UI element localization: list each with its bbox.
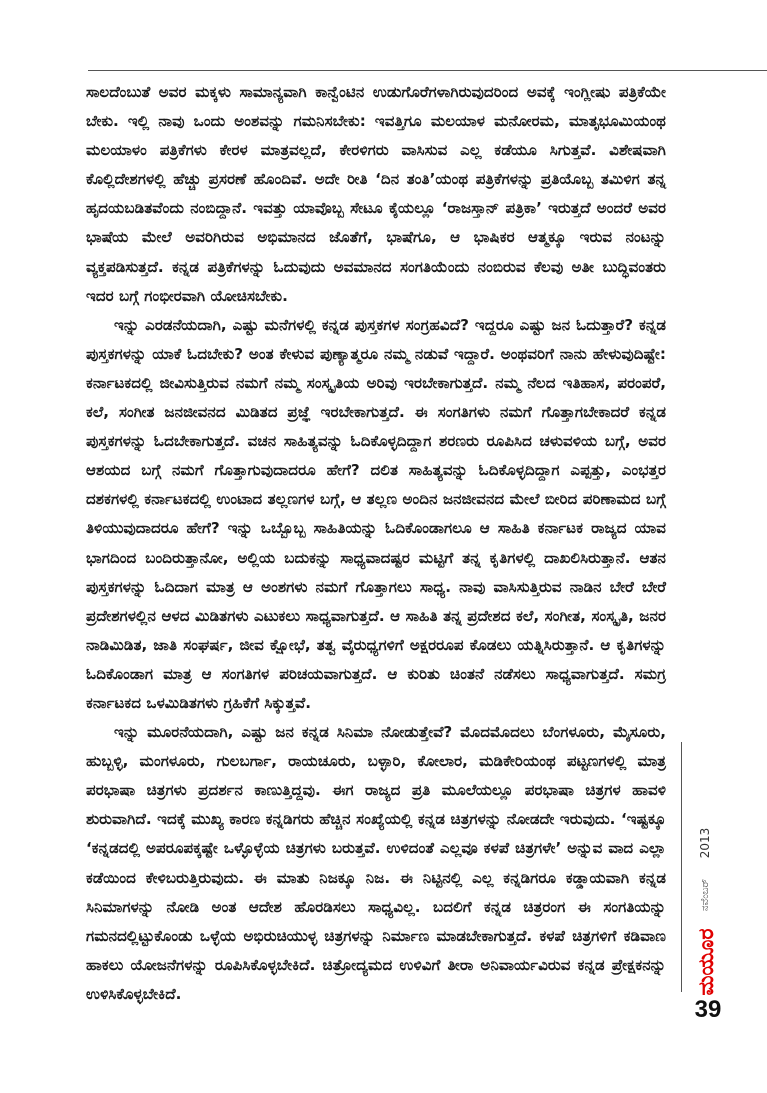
page-number: 39 bbox=[694, 996, 722, 1023]
article-body bbox=[86, 78, 666, 1009]
paragraph-2: ಇನ್ನು ಎರಡನೆಯದಾಗಿ, ಎಷ್ಟು ಮನೆಗಳಲ್ಲಿ ಕನ್ನಡ ಪುಸ್ತಕಗಳ ಸಂಗ್ರಹವಿದೆ? ಇದ್ದರೂ ಎಷ್ಟು ಜನ ಓದುತ್ತಾರೆ? ಕನ್ನಡ ಪುಸ್ತಕಗಳನ್ನು ಯಾಕೆ ಓದಬೇಕು? ಅಂತ ಕೇಳುವ ಪುಣ್ಯಾತ್ಮರೂ ನಮ್ಮ ನಡುವೆ ಇದ್ದಾರೆ. ಅಂಥವರಿಗೆ ನಾನು ಹೇಳುವುದಿಷ್ಟೇ: ಕರ್ನಾಟಕದಲ್ಲಿ ಜೀವಿಸುತ್ತಿರುವ ನಮಗೆ ನಮ್ಮ ಸಂಸ್ಕೃತಿಯ ಅರಿವು ಇರಬೇಕಾಗುತ್ತದೆ. ನಮ್ಮ ನೆಲದ ಇತಿಹಾಸ, ಪರಂಪರೆ, ಕಲೆ, ಸಂಗೀತ ಜನಜೀವನದ ಮಿಡಿತದ ಪ್ರಜ್ಞೆ ಇರಬೇಕಾಗುತ್ತದೆ. ಈ ಸಂಗತಿಗಳು ನಮಗೆ ಗೊತ್ತಾಗಬೇಕಾದರೆ ಕನ್ನಡ ಪುಸ್ತಕಗಳನ್ನು ಓದಬೇಕಾಗುತ್ತದೆ. ವಚನ ಸಾಹಿತ್ಯವನ್ನು ಓದಿಕೊಳ್ಳದಿದ್ದಾಗ ಶರಣರು ರೂಪಿಸಿದ ಚಳುವಳಿಯ ಬಗ್ಗೆ, ಅವರ ಆಶಯದ ಬಗ್ಗೆ ನಮಗೆ ಗೊತ್ತಾಗುವುದಾದರೂ ಹೇಗೆ? ದಲಿತ ಸಾಹಿತ್ಯವನ್ನು ಓದಿಕೊಳ್ಳದಿದ್ದಾಗ ಎಪ್ಪತ್ತು, ಎಂಭತ್ತರ ದಶಕಗಳಲ್ಲಿ ಕರ್ನಾಟಕದಲ್ಲಿ ಉಂಟಾದ ತಲ್ಲಣಗಳ ಬಗ್ಗೆ, ಆ ತಲ್ಲಣ ಅಂದಿನ ಜನಜೀವನದ ಮೇಲೆ ಬೀರಿದ ಪರಿಣಾಮದ ಬಗ್ಗೆ ತಿಳಿಯುವುದಾದರೂ ಹೇಗೆ? ಇನ್ನು ಒಬ್ಬೊಬ್ಬ ಸಾಹಿತಿಯನ್ನು ಓದಿಕೊಂಡಾಗಲೂ ಆ ಸಾಹಿತಿ ಕರ್ನಾಟಕ ರಾಜ್ಯದ ಯಾವ ಭಾಗದಿಂದ ಬಂದಿರುತ್ತಾನೋ, ಅಲ್ಲಿಯ ಬದುಕನ್ನು ಸಾಧ್ಯವಾದಷ್ಟರ ಮಟ್ಟಿಗೆ ತನ್ನ ಕೃತಿಗಳಲ್ಲಿ ದಾಖಲಿಸಿರುತ್ತಾನೆ. ಆತನ ಪುಸ್ತಕಗಳನ್ನು ಓದಿದಾಗ ಮಾತ್ರ ಆ ಅಂಶಗಳು ನಮಗೆ ಗೊತ್ತಾಗಲು ಸಾಧ್ಯ. ನಾವು ವಾಸಿಸುತ್ತಿರುವ ನಾಡಿನ ಬೇರೆ ಬೇರೆ ಪ್ರದೇಶಗಳಲ್ಲಿನ ಆಳದ ಮಿಡಿತಗಳು ಎಟುಕಲು ಸಾಧ್ಯವಾಗುತ್ತದೆ. ಆ ಸಾಹಿತಿ ತನ್ನ ಪ್ರದೇಶದ ಕಲೆ, ಸಂಗೀತ, ಸಂಸ್ಕೃತಿ, ಜನರ ನಾಡಿಮಿಡಿತ, ಜಾತಿ ಸಂಘರ್ಷ, ಜೀವ ಕ್ಷೋಭೆ, ತತ್ವ ವೈರುಧ್ಯಗಳಿಗೆ ಅಕ್ಷರರೂಪ ಕೊಡಲು ಯತ್ನಿಸಿರುತ್ತಾನೆ. ಆ ಕೃತಿಗಳನ್ನು ಓದಿಕೊಂಡಾಗ ಮಾತ್ರ ಆ ಸಂಗತಿಗಳ ಪರಿಚಯವಾಗುತ್ತದೆ. ಆ ಕುರಿತು ಚಿಂತನೆ ನಡೆಸಲು ಸಾಧ್ಯವಾಗುತ್ತದೆ. ಸಮಗ್ರ ಕರ್ನಾಟಕದ ಒಳಮಿಡಿತಗಳು ಗ್ರಹಿಕೆಗೆ ಸಿಕ್ಕುತ್ತವೆ. bbox=[86, 315, 666, 712]
issue-sidebar bbox=[688, 760, 722, 1000]
magazine-logo: ಮಯೂರ bbox=[693, 928, 718, 996]
issue-month: ನವೆಂಬರ್ bbox=[699, 878, 711, 912]
header-rule bbox=[88, 70, 767, 71]
paragraph-3: ಇನ್ನು ಮೂರನೆಯದಾಗಿ, ಎಷ್ಟು ಜನ ಕನ್ನಡ ಸಿನಿಮಾ ನೋಡುತ್ತೇವೆ? ಮೊದಮೊದಲು ಬೆಂಗಳೂರು, ಮೈಸೂರು, ಹುಬ್ಬಳ್ಳಿ, ಮಂಗಳೂರು, ಗುಲಬರ್ಗಾ, ರಾಯಚೂರು, ಬಳ್ಳಾರಿ, ಕೋಲಾರ, ಮಡಿಕೇರಿಯಂಥ ಪಟ್ಟಣಗಳಲ್ಲಿ ಮಾತ್ರ ಪರಭಾಷಾ ಚಿತ್ರಗಳು ಪ್ರದರ್ಶನ ಕಾಣುತ್ತಿದ್ದವು. ಈಗ ರಾಜ್ಯದ ಪ್ರತಿ ಮೂಲೆಯಲ್ಲೂ ಪರಭಾಷಾ ಚಿತ್ರಗಳ ಹಾವಳಿ ಶುರುವಾಗಿದೆ. ಇದಕ್ಕೆ ಮುಖ್ಯ ಕಾರಣ ಕನ್ನಡಿಗರು ಹೆಚ್ಚಿನ ಸಂಖ್ಯೆಯಲ್ಲಿ ಕನ್ನಡ ಚಿತ್ರಗಳನ್ನು ನೋಡದೇ ಇರುವುದು. ‘ಇಷ್ಟಕ್ಕೂ ‘ಕನ್ನಡದಲ್ಲಿ ಅಪರೂಪಕ್ಕಷ್ಟೇ ಒಳ್ಳೊಳ್ಳೆಯ ಚಿತ್ರಗಳು ಬರುತ್ತವೆ. ಉಳಿದಂತೆ ಎಲ್ಲವೂ ಕಳಪೆ ಚಿತ್ರಗಳೇ’ ಅನ್ನುವ ವಾದ ಎಲ್ಲಾ ಕಡೆಯಿಂದ ಕೇಳಿಬರುತ್ತಿರುವುದು. ಈ ಮಾತು ನಿಜಕ್ಕೂ ನಿಜ. ಈ ನಿಟ್ಟಿನಲ್ಲಿ ಎಲ್ಲ ಕನ್ನಡಿಗರೂ ಕಡ್ಡಾಯವಾಗಿ ಕನ್ನಡ ಸಿನಿಮಾಗಳನ್ನು ನೋಡಿ ಅಂತ ಆದೇಶ ಹೊರಡಿಸಲು ಸಾಧ್ಯವಿಲ್ಲ. ಬದಲಿಗೆ ಕನ್ನಡ ಚಿತ್ರರಂಗ ಈ ಸಂಗತಿಯನ್ನು ಗಮನದಲ್ಲಿಟ್ಟುಕೊಂಡು ಒಳ್ಳೆಯ ಅಭಿರುಚಿಯುಳ್ಳ ಚಿತ್ರಗಳನ್ನು ನಿರ್ಮಾಣ ಮಾಡಬೇಕಾಗುತ್ತದೆ. ಕಳಪೆ ಚಿತ್ರಗಳಿಗೆ ಕಡಿವಾಣ ಹಾಕಲು ಯೋಜನೆಗಳನ್ನು ರೂಪಿಸಿಕೊಳ್ಳಬೇಕಿದೆ. ಚಿತ್ರೋದ್ಯಮದ ಉಳಿವಿಗೆ ತೀರಾ ಅನಿವಾರ್ಯವಿರುವ ಕನ್ನಡ ಪ್ರೇಕ್ಷಕನನ್ನು ಉಳಿಸಿಕೊಳ್ಳಬೇಕಿದೆ. bbox=[86, 723, 666, 1003]
paragraph-1: ಸಾಲದೆಂಬುತೆ ಅವರ ಮಕ್ಕಳು ಸಾಮಾನ್ಯವಾಗಿ ಕಾನ್ವೆಂಟಿನ ಉಡುಗೊರೆಗಳಾಗಿರುವುದರಿಂದ ಅವಕ್ಕೆ ಇಂಗ್ಲೀಷು ಪತ್ರಿಕೆಯೇ ಬೇಕು. ಇಲ್ಲಿ ನಾವು ಒಂದು ಅಂಶವನ್ನು ಗಮನಿಸಬೇಕು: ಇವತ್ತಿಗೂ ಮಲಯಾಳ ಮನೋರಮ, ಮಾತೃಭೂಮಿಯಂಥ ಮಲಯಾಳಂ ಪತ್ರಿಕೆಗಳು ಕೇರಳ ಮಾತ್ರವಲ್ಲದೆ, ಕೇರಳಿಗರು ವಾಸಿಸುವ ಎಲ್ಲ ಕಡೆಯೂ ಸಿಗುತ್ತವೆ. ವಿಶೇಷವಾಗಿ ಕೊಲ್ಲಿದೇಶಗಳಲ್ಲಿ ಹೆಚ್ಚು ಪ್ರಸರಣೆ ಹೊಂದಿವೆ. ಅದೇ ರೀತಿ ‘ದಿನ ತಂತಿ’ಯಂಥ ಪತ್ರಿಕೆಗಳನ್ನು ಪ್ರತಿಯೊಬ್ಬ ತಮಿಳಿಗ ತನ್ನ ಹೃದಯಬಡಿತವೆಂದು ನಂಬಿದ್ದಾನೆ. ಇವತ್ತು ಯಾವೊಬ್ಬ ಸೇಟೂ ಕೈಯಲ್ಲೂ ‘ರಾಜಸ್ತಾನ್ ಪತ್ರಿಕಾ’ ಇರುತ್ತದೆ ಅಂದರೆ ಅವರ ಭಾಷೆಯ ಮೇಲೆ ಅವರಿಗಿರುವ ಅಭಿಮಾನದ ಜೊತೆಗೆ, ಭಾಷೆಗೂ, ಆ ಭಾಷಿಕರ ಆತ್ಮಕ್ಕೂ ಇರುವ ನಂಟನ್ನು ವ್ಯಕ್ತಪಡಿಸುತ್ತದೆ. ಕನ್ನಡ ಪತ್ರಿಕೆಗಳನ್ನು ಓದುವುದು ಅವಮಾನದ ಸಂಗತಿಯೆಂದು ನಂಬಿರುವ ಕೆಲವು ಅತೀ ಬುದ್ಧಿವಂತರು ಇದರ ಬಗ್ಗೆ ಗಂಭೀರವಾಗಿ ಯೋಚಿಸಬೇಕು. bbox=[86, 83, 666, 305]
issue-year: 2013 bbox=[698, 827, 712, 859]
